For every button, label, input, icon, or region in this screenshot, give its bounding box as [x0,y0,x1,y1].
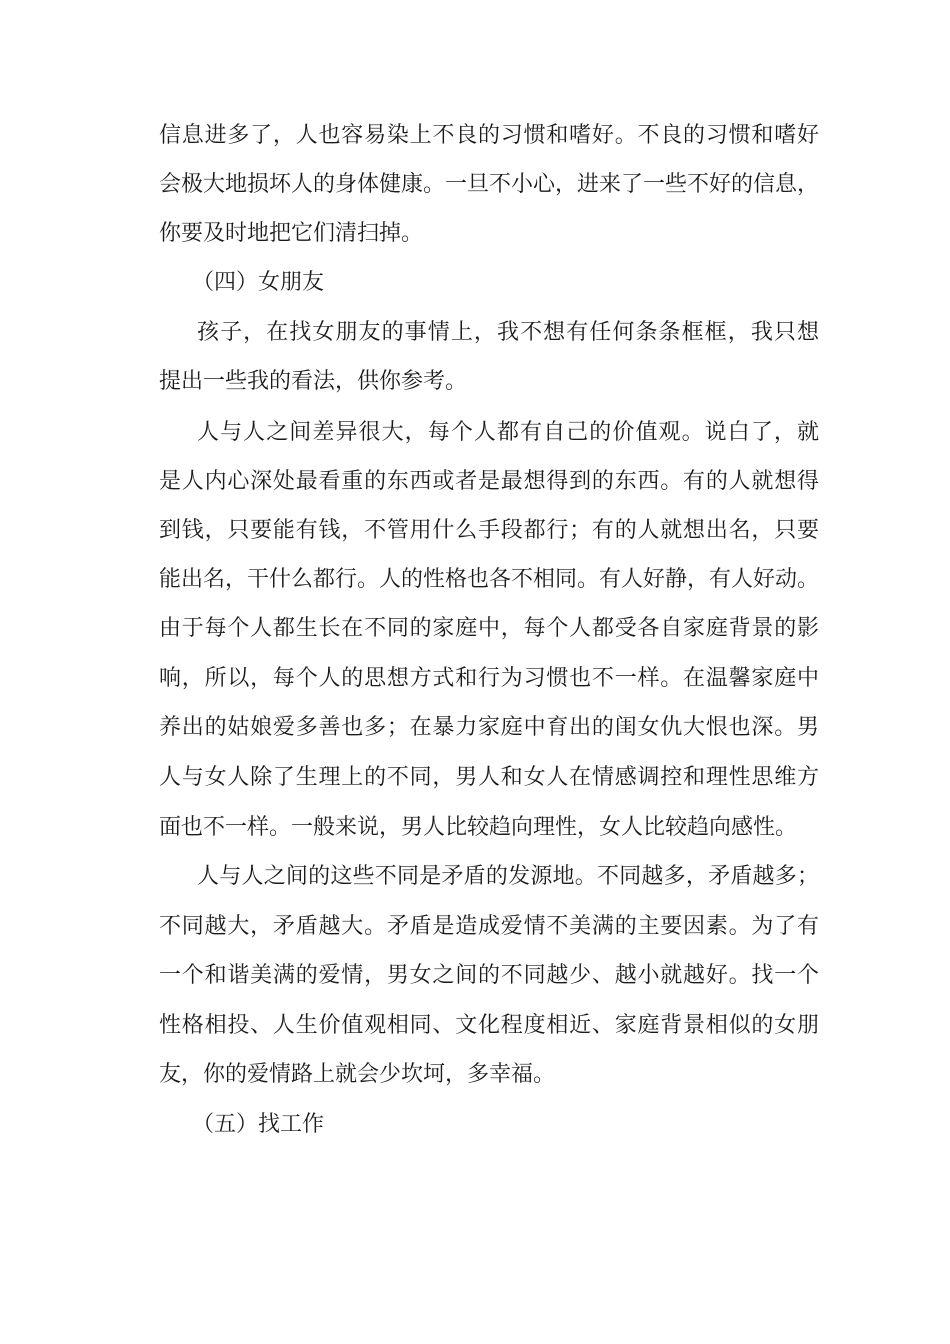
paragraph-line: 提出一些我的看法，供你参考。 [159,369,468,394]
paragraph-line: 一个和谐美满的爱情，男女之间的不同越少、越小就越好。找一个 [159,963,819,988]
section-heading-four: （四）女朋友 [192,270,325,295]
paragraph-line: 响，所以，每个人的思想方式和行为习惯也不一样。在温馨家庭中 [159,666,819,691]
paragraph-line: 友，你的爱情路上就会少坎坷，多幸福。 [159,1062,556,1087]
paragraph-line: 会极大地损坏人的身体健康。一旦不小心，进来了一些不好的信息， [159,172,820,197]
paragraph-line: 人与人之间的这些不同是矛盾的发源地。不同越多，矛盾越多； [197,864,819,889]
paragraph-line: 信息进多了，人也容易染上不良的习惯和嗜好。不良的习惯和嗜好 [159,123,819,148]
paragraph-line: 是人内心深处最看重的东西或者是最想得到的东西。有的人就想得 [159,469,819,494]
paragraph-line: 面也不一样。一般来说，男人比较趋向理性，女人比较趋向感性。 [159,815,798,840]
paragraph-line: 不同越大，矛盾越大。矛盾是造成爱情不美满的主要因素。为了有 [159,914,819,939]
paragraph-line: 你要及时地把它们清扫掉。 [159,221,424,246]
paragraph-line: 能出名，干什么都行。人的性格也各不相同。有人好静，有人好动。 [159,567,820,592]
paragraph-line: 孩子，在找女朋友的事情上，我不想有任何条条框框，我只想 [197,320,819,345]
paragraph-line: 人与人之间差异很大，每个人都有自己的价值观。说白了，就 [197,420,819,445]
paragraph-line: 到钱，只要能有钱，不管用什么手段都行；有的人就想出名，只要 [159,518,819,543]
paragraph-line: 养出的姑娘爱多善也多；在暴力家庭中育出的闺女仇大恨也深。男 [159,715,819,740]
section-heading-five: （五）找工作 [192,1112,325,1137]
paragraph-line: 由于每个人都生长在不同的家庭中，每个人都受各自家庭背景的影 [159,616,819,641]
paragraph-line: 性格相投、人生价值观相同、文化程度相近、家庭背景相似的女朋 [159,1013,819,1038]
paragraph-line: 人与女人除了生理上的不同，男人和女人在情感调控和理性思维方 [159,765,819,790]
